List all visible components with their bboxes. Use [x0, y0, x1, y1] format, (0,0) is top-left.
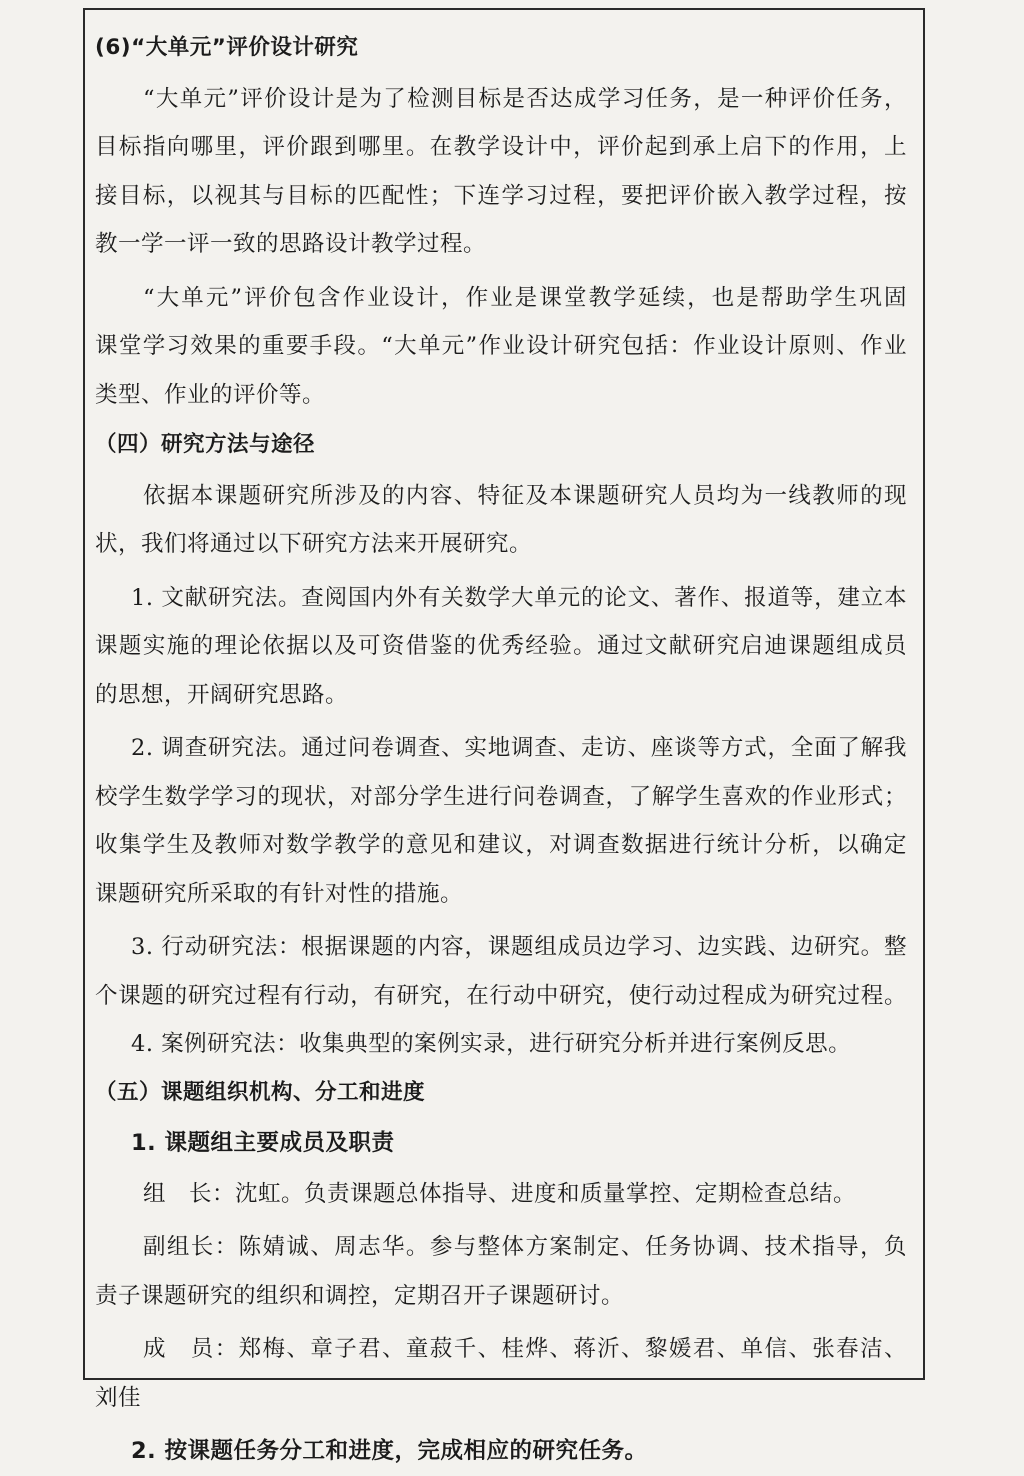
paragraph-line: 课题实施的理论依据以及可资借鉴的优秀经验。通过文献研究启迪课题组成员 [95, 633, 907, 659]
paragraph-line: 的思想，开阔研究思路。 [95, 681, 349, 708]
paragraph-line: 状，我们将通过以下研究方法来开展研究。 [95, 531, 533, 557]
paragraph-line: 课堂学习效果的重要手段。“大单元”作业设计研究包括：作业设计原则、作业 [95, 333, 907, 359]
paragraph-line: 收集学生及教师对数学教学的意见和建议，对调查数据进行统计分析，以确定 [95, 832, 907, 858]
paragraph-line: 2. 调查研究法。通过问卷调查、实地调查、走访、座谈等方式，全面了解我 [131, 735, 907, 761]
leader-line: 组 长：沈虹。负责课题总体指导、进度和质量掌控、定期检查总结。 [143, 1180, 857, 1207]
members-line: 刘佳 [95, 1384, 142, 1411]
paragraph-line: 课题研究所采取的有针对性的措施。 [95, 880, 464, 907]
section-6-heading: (6)“大单元”评价设计研究 [95, 35, 359, 60]
paragraph-line: 依据本课题研究所涉及的内容、特征及本课题研究人员均为一线教师的现 [143, 482, 907, 509]
paragraph-line: 教一学一评一致的思路设计教学过程。 [95, 231, 487, 257]
paragraph-line: 4. 案例研究法：收集典型的案例实录，进行研究分析并进行案例反思。 [131, 1031, 852, 1057]
subsection-heading: 2. 按课题任务分工和进度，完成相应的研究任务。 [131, 1438, 648, 1464]
paragraph-line: 3. 行动研究法：根据课题的内容，课题组成员边学习、边实践、边研究。整 [131, 934, 907, 960]
deputy-line: 副组长：陈婧诚、周志华。参与整体方案制定、任务协调、技术指导，负 [143, 1234, 907, 1260]
paragraph-line: 类型、作业的评价等。 [95, 381, 326, 408]
document-page [83, 8, 925, 1464]
paragraph-line: “大单元”评价设计是为了检测目标是否达成学习任务，是一种评价任务， [143, 85, 907, 112]
paragraph-line: 校学生数学学习的现状，对部分学生进行问卷调查，了解学生喜欢的作业形式； [95, 783, 907, 810]
paragraph-line: 个课题的研究过程有行动，有研究，在行动中研究，使行动过程成为研究过程。 [95, 982, 907, 1009]
members-line: 成 员：郑梅、章子君、童菽千、桂烨、蒋沂、黎媛君、单信、张春洁、 [143, 1336, 907, 1362]
subsection-heading: 1. 课题组主要成员及职责 [131, 1130, 395, 1156]
deputy-line: 责子课题研究的组织和调控，定期召开子课题研讨。 [95, 1282, 625, 1309]
paragraph-line: 接目标，以视其与目标的匹配性；下连学习过程，要把评价嵌入教学过程，按 [95, 182, 907, 209]
paragraph-line: “大单元”评价包含作业设计，作业是课堂教学延续，也是帮助学生巩固 [143, 284, 907, 311]
section-4-heading: （四）研究方法与途径 [95, 432, 316, 457]
section-5-heading: （五）课题组织机构、分工和进度 [95, 1079, 426, 1105]
paragraph-line: 1. 文献研究法。查阅国内外有关数学大单元的论文、著作、报道等，建立本 [131, 584, 907, 611]
paragraph-line: 目标指向哪里，评价跟到哪里。在教学设计中，评价起到承上启下的作用，上 [95, 134, 907, 160]
